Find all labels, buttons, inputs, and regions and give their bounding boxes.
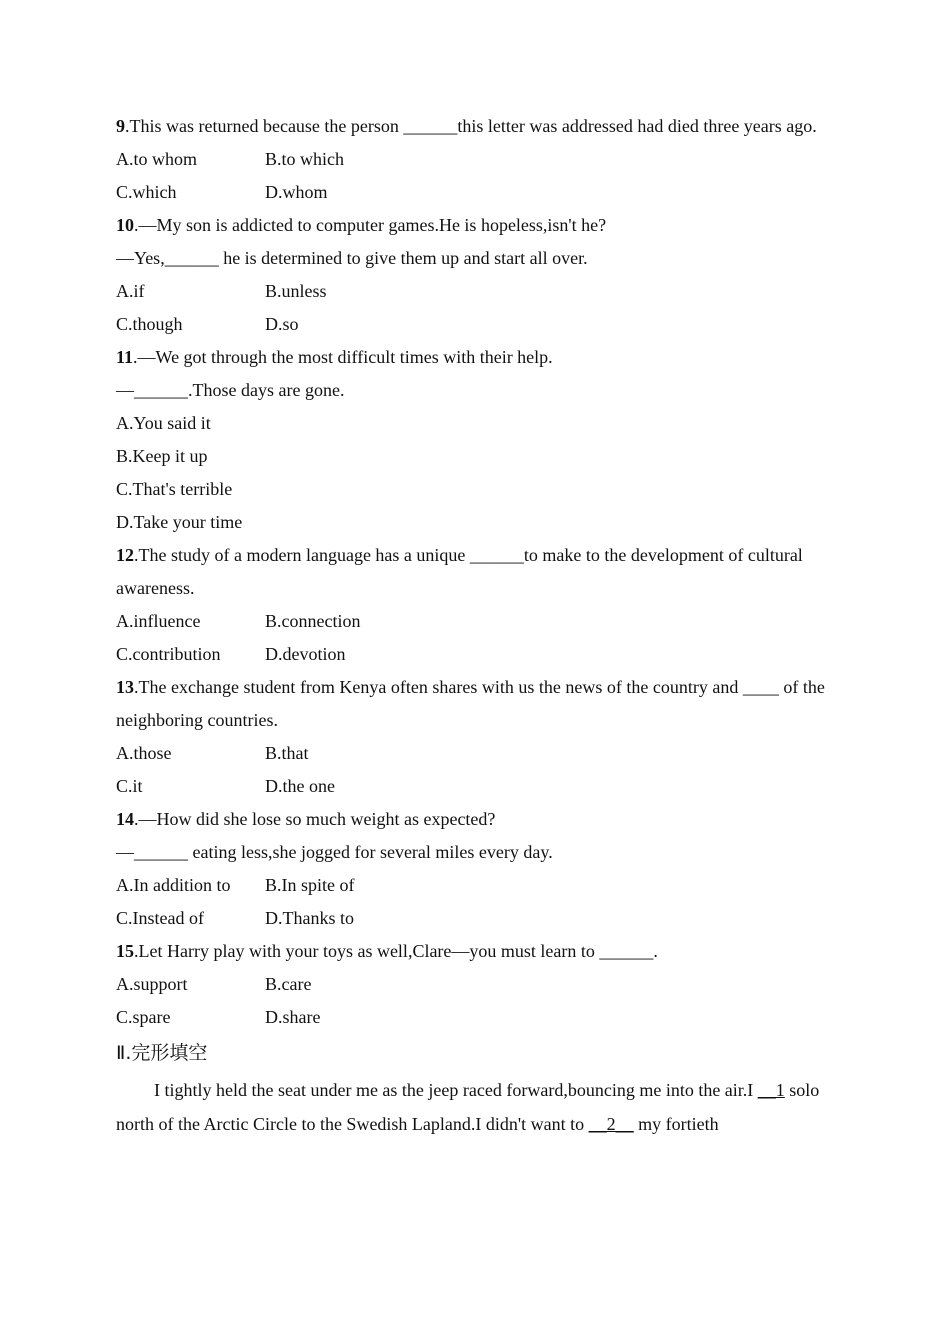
- question-text: —______.Those days are gone.: [116, 380, 345, 400]
- question-13: [116, 671, 828, 803]
- answer-option: B.In spite of: [265, 875, 355, 895]
- question-stem: [116, 935, 828, 968]
- passage-text: I tightly held the seat under me as the jeep raced forward,bouncing me into the air.I: [154, 1080, 758, 1100]
- option-row: [116, 473, 828, 506]
- question-number: 12: [116, 545, 134, 565]
- answer-option: D.the one: [265, 776, 335, 796]
- question-text: .—My son is addicted to computer games.He is hopeless,isn't he?: [134, 215, 607, 235]
- question-stem: [116, 803, 828, 836]
- cloze-passage: [116, 1073, 828, 1141]
- answer-option: A.influence: [116, 611, 201, 631]
- question-9: [116, 110, 828, 209]
- question-11: [116, 341, 828, 539]
- answer-option: B.unless: [265, 281, 327, 301]
- question-stem: [116, 671, 828, 737]
- option-row: [116, 506, 828, 539]
- answer-option: B.connection: [265, 611, 361, 631]
- answer-option: C.spare: [116, 1007, 171, 1027]
- question-number: 14: [116, 809, 134, 829]
- answer-option: A.to whom: [116, 149, 197, 169]
- option-row: [116, 968, 828, 1001]
- question-number: 10: [116, 215, 134, 235]
- question-text: .This was returned because the person ______this letter was addressed had died three years ago.: [125, 116, 817, 136]
- question-number: 9: [116, 116, 125, 136]
- answer-option: C.contribution: [116, 644, 221, 664]
- option-row: [116, 638, 828, 671]
- answer-option: B.that: [265, 743, 309, 763]
- question-text: .The study of a modern language has a unique ______to make to the development of cultural awareness.: [116, 545, 803, 598]
- option-row: [116, 275, 828, 308]
- option-row: [116, 143, 828, 176]
- option-row: [116, 770, 828, 803]
- option-row: [116, 407, 828, 440]
- question-stem: [116, 341, 828, 374]
- question-number: 15: [116, 941, 134, 961]
- question-14: [116, 803, 828, 935]
- section-heading: Ⅱ.完形填空: [116, 1042, 208, 1064]
- option-row: [116, 440, 828, 473]
- question-stem: [116, 539, 828, 605]
- question-text: .The exchange student from Kenya often shares with us the news of the country and ____ of the neighboring countries.: [116, 677, 825, 730]
- answer-option: D.whom: [265, 182, 328, 202]
- question-12: [116, 539, 828, 671]
- question-text: —Yes,______ he is determined to give them up and start all over.: [116, 248, 588, 268]
- cloze-blank: __1: [757, 1080, 785, 1100]
- question-stem: [116, 110, 828, 143]
- question-stem: [116, 209, 828, 242]
- answer-option: A.support: [116, 974, 188, 994]
- answer-option: C.which: [116, 182, 177, 202]
- option-row: [116, 869, 828, 902]
- option-row: [116, 1001, 828, 1034]
- question-text: .—We got through the most difficult times with their help.: [133, 347, 553, 367]
- question-text: .—How did she lose so much weight as expected?: [134, 809, 496, 829]
- answer-option: C.Instead of: [116, 908, 204, 928]
- question-number: 13: [116, 677, 134, 697]
- option-row: [116, 308, 828, 341]
- question-reply: [116, 836, 828, 869]
- answer-option: A.if: [116, 281, 145, 301]
- answer-option: B.Keep it up: [116, 446, 208, 466]
- exercise-content: [116, 110, 828, 1141]
- answer-option: A.You said it: [116, 413, 211, 433]
- answer-option: B.to which: [265, 149, 344, 169]
- question-text: —______ eating less,she jogged for several miles every day.: [116, 842, 553, 862]
- option-row: [116, 176, 828, 209]
- answer-option: D.Thanks to: [265, 908, 354, 928]
- answer-option: A.those: [116, 743, 172, 763]
- question-reply: [116, 374, 828, 407]
- question-text: .Let Harry play with your toys as well,Clare—you must learn to ______.: [134, 941, 658, 961]
- answer-option: C.it: [116, 776, 143, 796]
- answer-option: D.devotion: [265, 644, 346, 664]
- cloze-blank: __2__: [588, 1114, 634, 1134]
- answer-option: C.though: [116, 314, 183, 334]
- passage-text: my fortieth: [633, 1114, 719, 1134]
- option-row: [116, 902, 828, 935]
- answer-option: D.Take your time: [116, 512, 243, 532]
- passage-text: solo north of the Arctic Circle to the Swedish Lapland.I didn't want to: [116, 1080, 820, 1134]
- answer-option: B.care: [265, 974, 312, 994]
- answer-option: C.That's terrible: [116, 479, 233, 499]
- question-15: [116, 935, 828, 1034]
- question-10: [116, 209, 828, 341]
- option-row: [116, 737, 828, 770]
- option-row: [116, 605, 828, 638]
- question-number: 11: [116, 347, 134, 367]
- answer-option: A.In addition to: [116, 875, 231, 895]
- question-reply: [116, 242, 828, 275]
- answer-option: D.so: [265, 314, 299, 334]
- answer-option: D.share: [265, 1007, 321, 1027]
